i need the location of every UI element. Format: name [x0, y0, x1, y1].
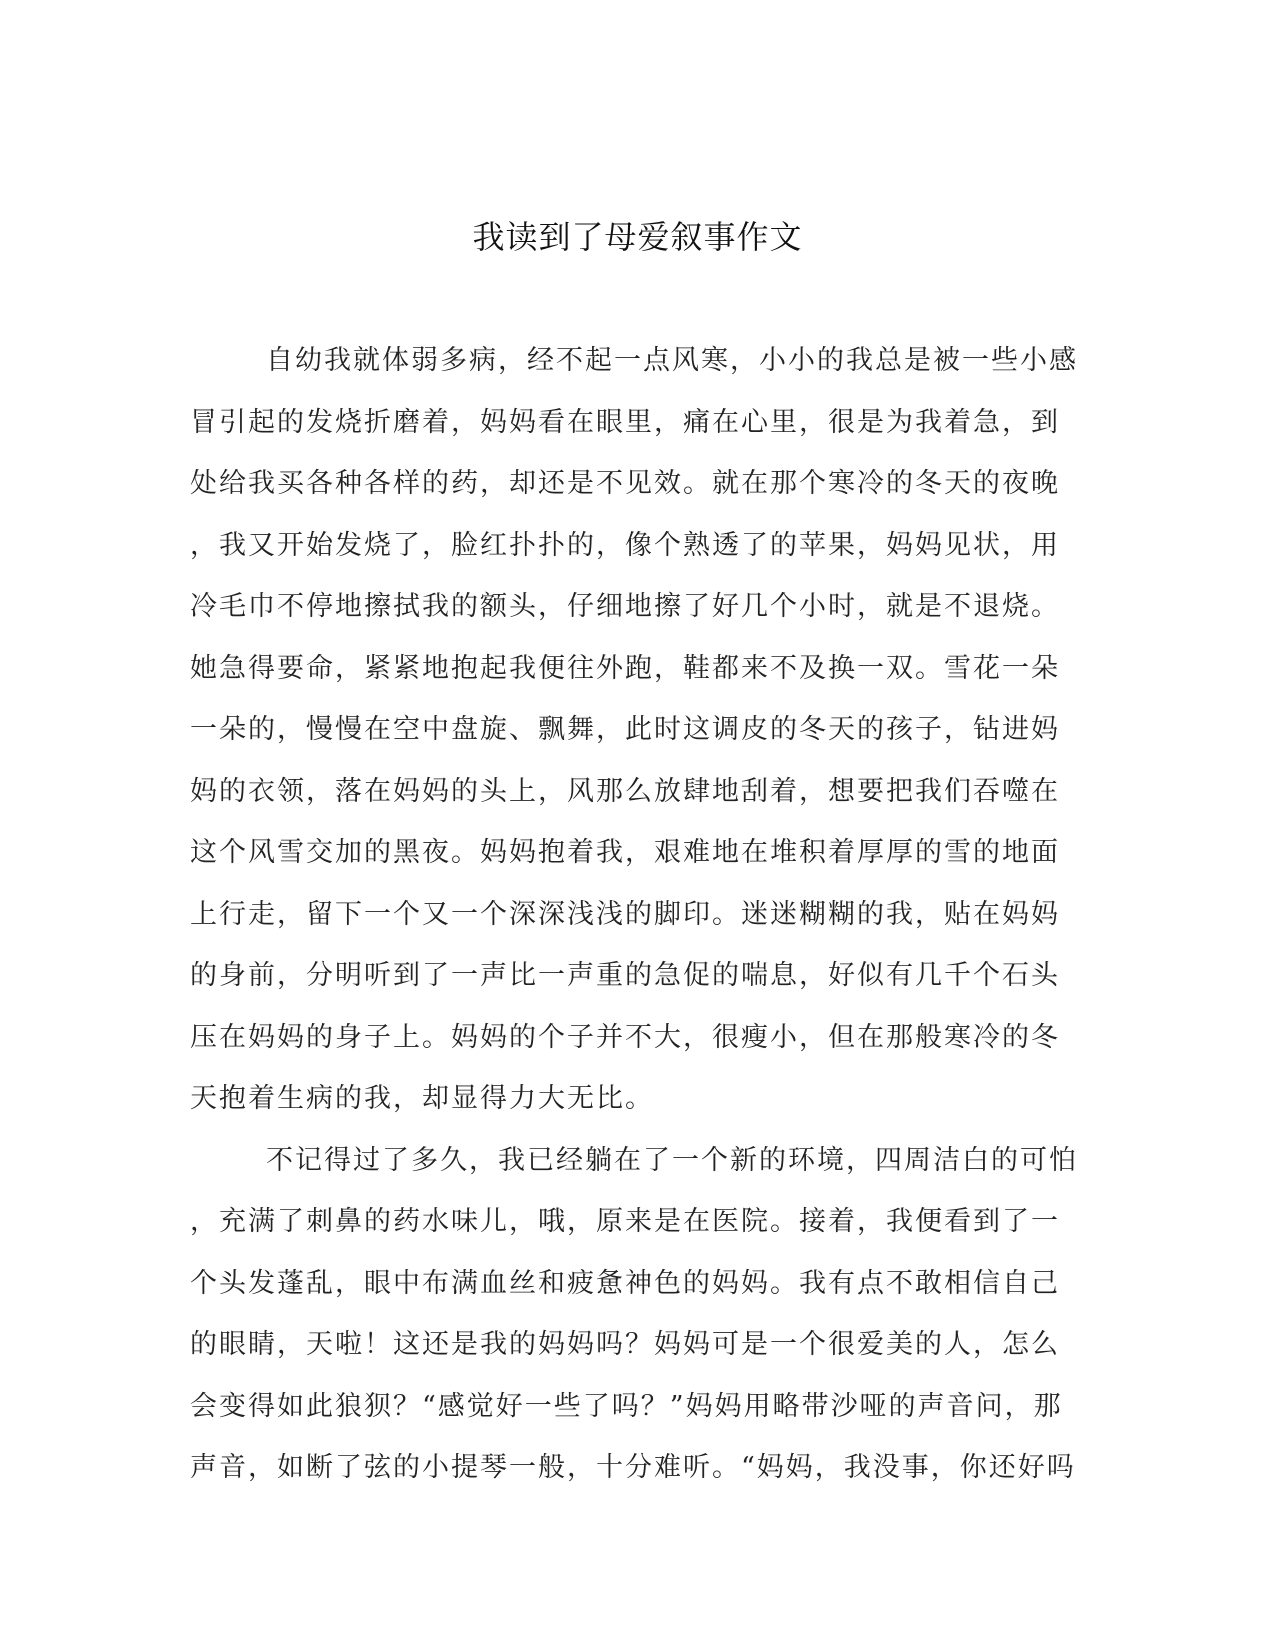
- text-line: 一朵的，慢慢在空中盘旋、飘舞，此时这调皮的冬天的孩子，钻进妈: [190, 714, 1060, 745]
- text-line: 她急得要命，紧紧地抱起我便往外跑，鞋都来不及换一双。雪花一朵: [190, 652, 1060, 684]
- document-title: 我读到了母爱叙事作文: [472, 218, 803, 256]
- text-line: 的眼睛，天啦！这还是我的妈妈吗？妈妈可是一个很爱美的人，怎么: [190, 1329, 1060, 1360]
- text-line: 上行走，留下一个又一个深深浅浅的脚印。迷迷糊糊的我，贴在妈妈: [190, 898, 1060, 930]
- text-line: 的身前，分明听到了一声比一声重的急促的喘息，好似有几千个石头: [190, 960, 1060, 991]
- text-line: 压在妈妈的身子上。妈妈的个子并不大，很瘦小，但在那般寒冷的冬: [190, 1021, 1060, 1053]
- text-line: 不记得过了多久，我已经躺在了一个新的环境，四周洁白的可怕: [266, 1144, 1078, 1176]
- text-line: ，充满了刺鼻的药水味儿，哦，原来是在医院。接着，我便看到了一: [190, 1206, 1060, 1237]
- text-line: ，我又开始发烧了，脸红扑扑的，像个熟透了的苹果，妈妈见状，用: [190, 529, 1060, 561]
- text-line: 个头发蓬乱，眼中布满血丝和疲惫神色的妈妈。我有点不敢相信自己: [190, 1267, 1060, 1299]
- text-line: 处给我买各种各样的药，却还是不见效。就在那个寒冷的冬天的夜晚: [190, 468, 1060, 499]
- text-line: 冒引起的发烧折磨着，妈妈看在眼里，痛在心里，很是为我着急，到: [190, 406, 1060, 438]
- document-body: [190, 330, 1090, 1499]
- text-line: 声音，如断了弦的小提琴一般，十分难听。“妈妈，我没事，你还好吗: [190, 1452, 1076, 1483]
- text-line: 会变得如此狼狈？“感觉好一些了吗？”妈妈用略带沙哑的声音问，那: [190, 1390, 1063, 1422]
- text-line: 自幼我就体弱多病，经不起一点风寒，小小的我总是被一些小感: [266, 345, 1078, 376]
- text-line: 冷毛巾不停地擦拭我的额头，仔细地擦了好几个小时，就是不退烧。: [190, 591, 1060, 622]
- text-line: 这个风雪交加的黑夜。妈妈抱着我，艰难地在堆积着厚厚的雪的地面: [190, 837, 1060, 868]
- text-line: 天抱着生病的我，却显得力大无比。: [190, 1083, 654, 1114]
- text-line: 妈的衣领，落在妈妈的头上，风那么放肆地刮着，想要把我们吞噬在: [190, 775, 1060, 807]
